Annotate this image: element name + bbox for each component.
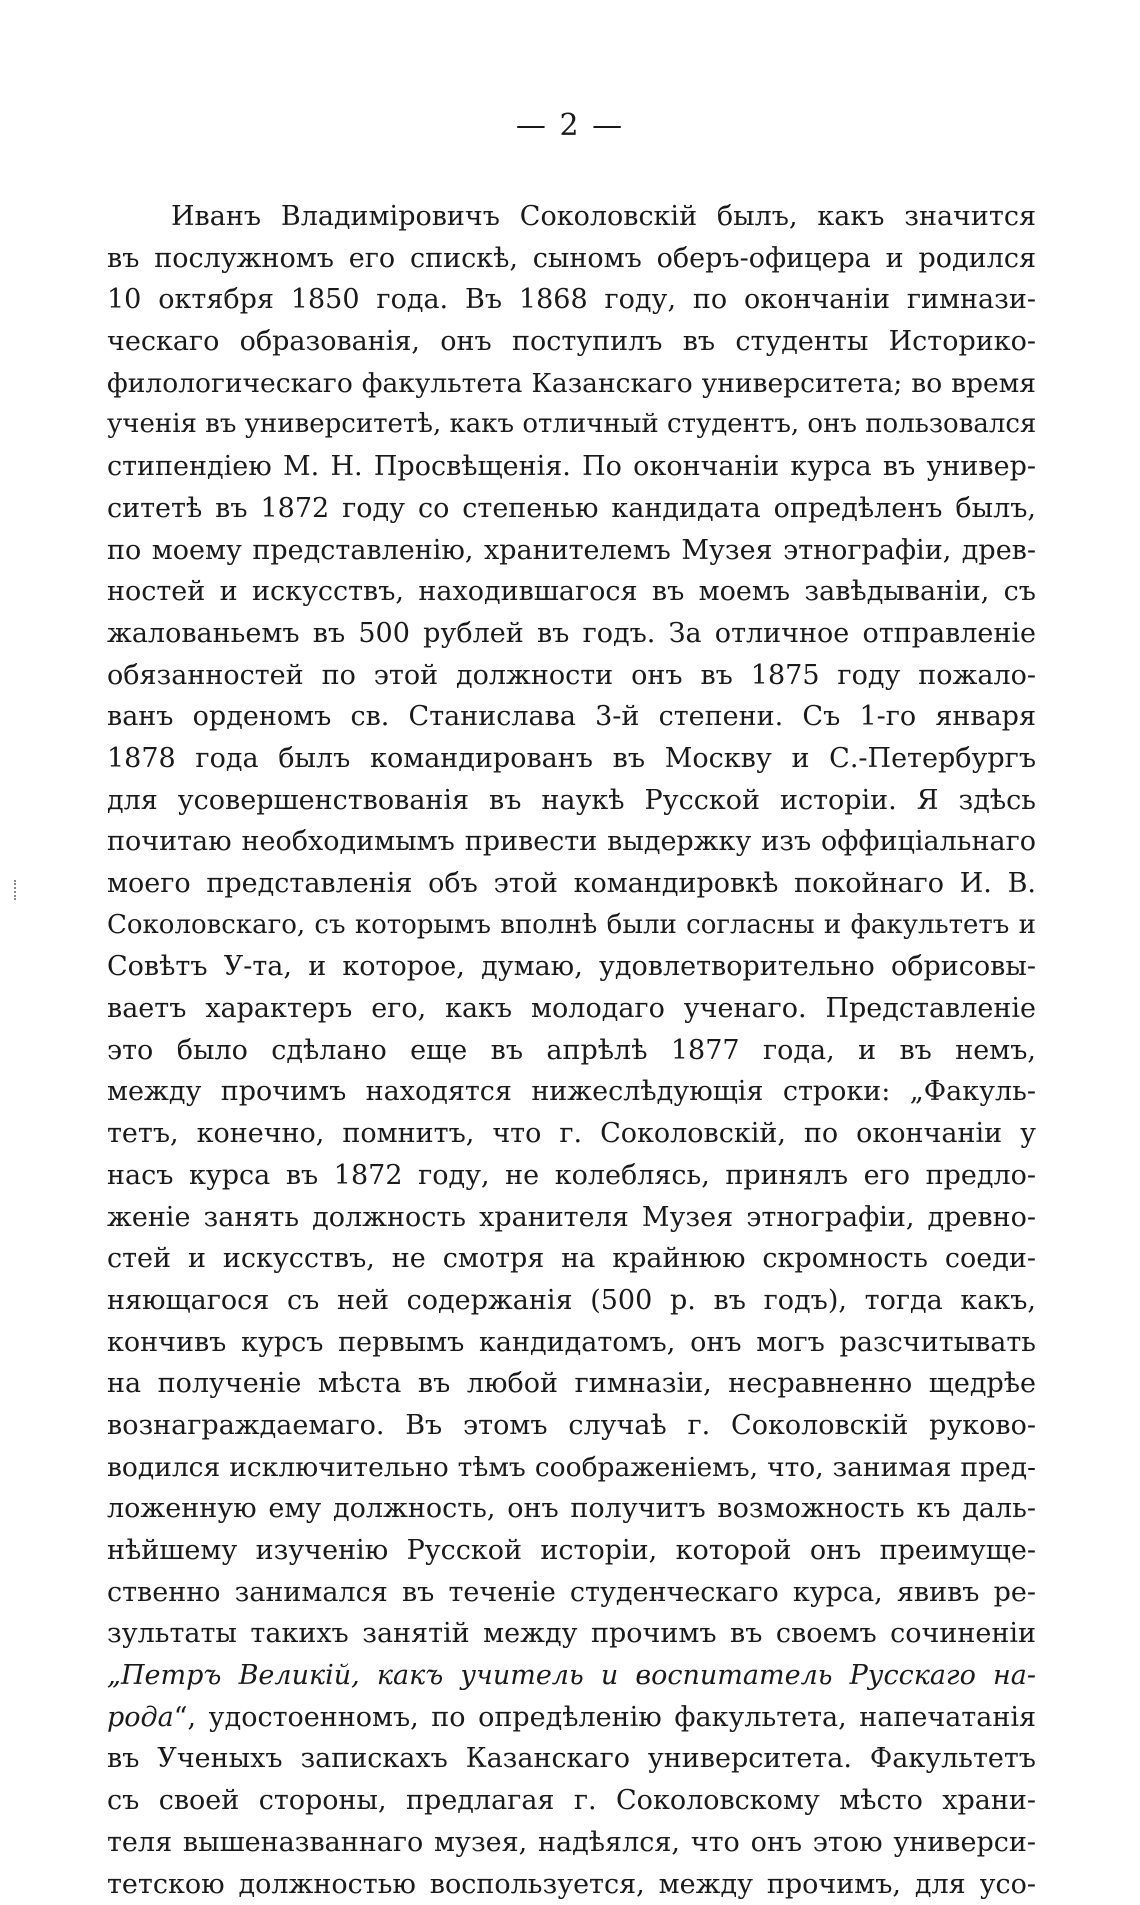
text-line: Соколовскаго, съ которымъ вполнѣ были согласны и факультетъ и — [107, 905, 1036, 947]
text-line: 10 октября 1850 года. Въ 1868 году, по окончаніи гимнази- — [107, 279, 1036, 321]
text-segment: “, удостоенномъ, по опредѣленію факультета, напечатанія — [174, 1702, 1036, 1733]
text-line: нѣйшему изученію Русской исторіи, которой онъ преимуще- — [107, 1530, 1036, 1572]
work-title-end: рода — [107, 1702, 174, 1733]
text-line: филологическаго факультета Казанскаго университета; во время — [107, 363, 1036, 405]
text-line: обязанностей по этой должности онъ въ 1875 году пожало- — [107, 655, 1036, 697]
body-text — [107, 196, 1036, 1905]
text-line: для усовершенствованія въ наукѣ Русской исторіи. Я здѣсь — [107, 780, 1036, 822]
open-quote: „ — [107, 1660, 121, 1691]
text-line: въ Ученыхъ запискахъ Казанскаго университета. Факультетъ — [107, 1738, 1036, 1780]
text-line: ванъ орденомъ св. Станислава 3-й степени. Съ 1-го января — [107, 696, 1036, 738]
text-line: ложенную ему должность, онъ получитъ возможность къ даль- — [107, 1488, 1036, 1530]
text-line: это было сдѣлано еще въ апрѣлѣ 1877 года, и въ немъ, — [107, 1030, 1036, 1072]
page-number: — 2 — — [0, 108, 1140, 143]
mixed-line — [107, 1697, 1036, 1739]
text-line: Иванъ Владиміровичъ Соколовскій былъ, какъ значится — [107, 196, 1036, 238]
text-line: жалованьемъ въ 500 рублей въ годъ. За отличное отправленіе — [107, 613, 1036, 655]
text-line: тетъ, конечно, помнитъ, что г. Соколовскій, по окончаніи у — [107, 1113, 1036, 1155]
text-line: теля вышеназваннаго музея, надѣялся, что онъ этою универси- — [107, 1822, 1036, 1864]
text-line: стей и искусствъ, не смотря на крайнюю скромность соеди- — [107, 1238, 1036, 1280]
text-line: Совѣтъ У-та, и которое, думаю, удовлетворительно обрисовы- — [107, 946, 1036, 988]
text-line: ученія въ университетѣ, какъ отличный студентъ, онъ пользовался — [107, 404, 1036, 446]
work-title: Петръ Великій, какъ учитель и воспитатель Русскаго на- — [121, 1660, 1036, 1691]
text-line: ческаго образованія, онъ поступилъ въ студенты Историко- — [107, 321, 1036, 363]
text-line: насъ курса въ 1872 году, не колеблясь, принялъ его предло- — [107, 1155, 1036, 1197]
text-line: водился исключительно тѣмъ соображеніемъ, что, занимая пред- — [107, 1447, 1036, 1489]
text-line: женіе занять должность хранителя Музея этнографіи, древно- — [107, 1197, 1036, 1239]
text-line: 1878 года былъ командированъ въ Москву и С.-Петербургъ — [107, 738, 1036, 780]
text-line: почитаю необходимымъ привести выдержку изъ оффиціальнаго — [107, 821, 1036, 863]
margin-mark — [14, 880, 18, 900]
text-line: стипендіею М. Н. Просвѣщенія. По окончаніи курса въ универ- — [107, 446, 1036, 488]
text-line: ситетѣ въ 1872 году со степенью кандидата опредѣленъ былъ, — [107, 488, 1036, 530]
italic-title-line — [107, 1655, 1036, 1697]
text-line: кончивъ курсъ первымъ кандидатомъ, онъ могъ разсчитывать — [107, 1322, 1036, 1364]
text-line: съ своей стороны, предлагая г. Соколовскому мѣсто храни- — [107, 1780, 1036, 1822]
text-line: зультаты такихъ занятій между прочимъ въ своемъ сочиненіи — [107, 1613, 1036, 1655]
text-line: на полученіе мѣста въ любой гимназіи, несравненно щедрѣе — [107, 1363, 1036, 1405]
text-line: тетскою должностью воспользуется, между прочимъ, для усо- — [107, 1864, 1036, 1905]
text-line: ваетъ характеръ его, какъ молодаго ученаго. Представленіе — [107, 988, 1036, 1030]
text-line: между прочимъ находятся нижеслѣдующія строки: „Факуль- — [107, 1071, 1036, 1113]
text-line: вознаграждаемаго. Въ этомъ случаѣ г. Соколовскій руково- — [107, 1405, 1036, 1447]
text-line: по моему представленію, хранителемъ Музея этнографіи, древ- — [107, 530, 1036, 572]
text-line: моего представленія объ этой командировкѣ покойнаго И. В. — [107, 863, 1036, 905]
text-line: ностей и искусствъ, находившагося въ моемъ завѣдываніи, съ — [107, 571, 1036, 613]
text-line: ственно занимался въ теченіе студенческаго курса, явивъ ре- — [107, 1572, 1036, 1614]
text-line: въ послужномъ его спискѣ, сыномъ оберъ-офицера и родился — [107, 238, 1036, 280]
text-line: няющагося съ ней содержанія (500 р. въ годъ), тогда какъ, — [107, 1280, 1036, 1322]
